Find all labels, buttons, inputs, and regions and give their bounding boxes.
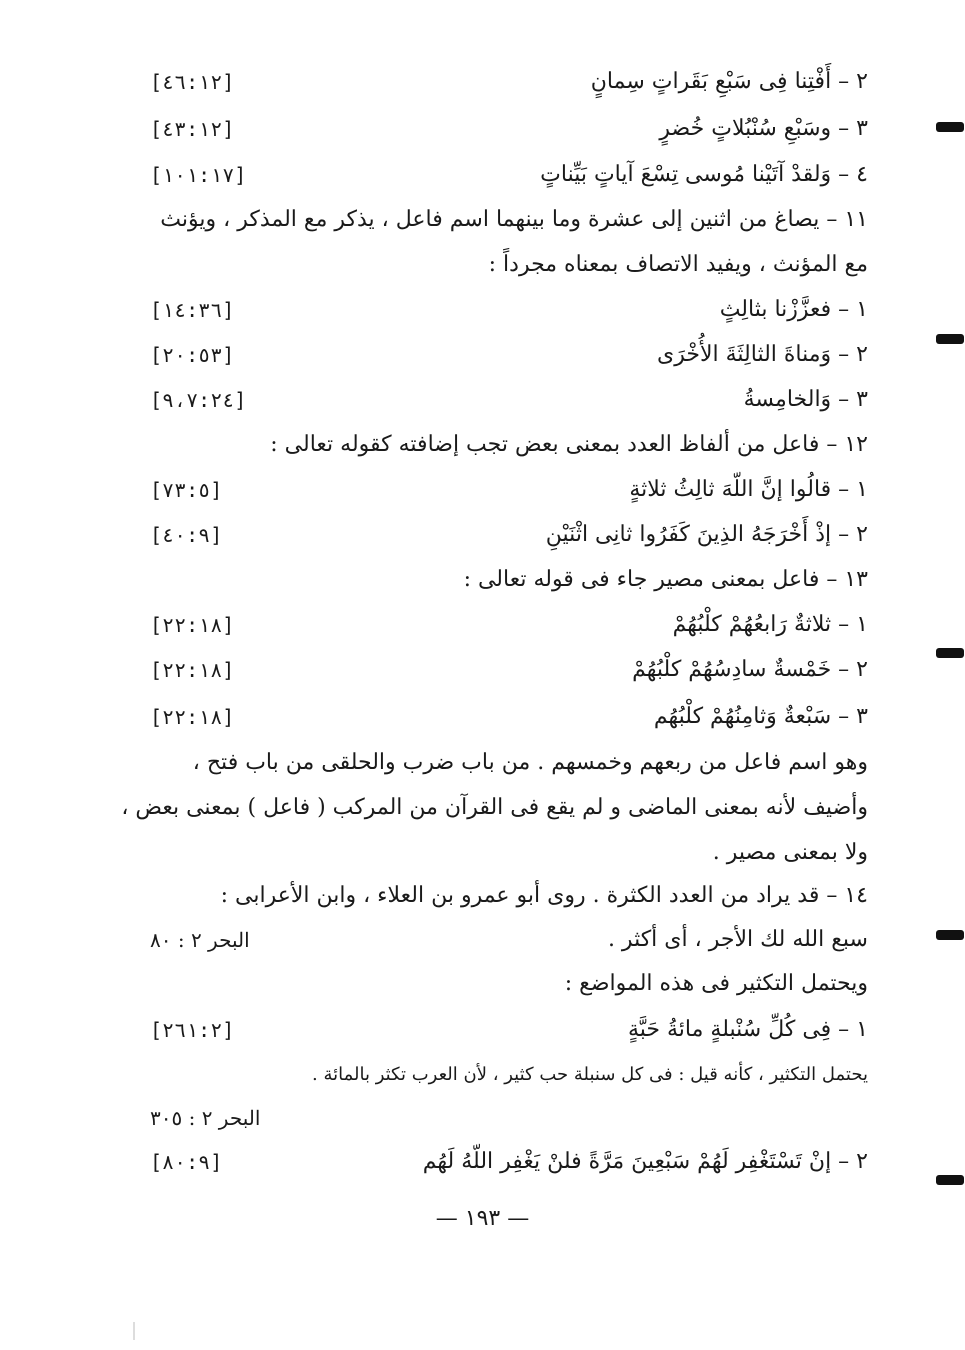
verse-line — [140, 515, 868, 555]
verse-text: ٤ – وَلقدْ آتَيْنا مُوسى تِسْعَ آياتٍ بَيِّناتٍ — [540, 162, 868, 187]
verse-reference: [٢٢:١٨] — [150, 613, 235, 637]
verse-text: ١ – ثلاثةٌ رَابعُهُمْ كلْبُهُمْ — [672, 612, 868, 637]
verse-text: ٢ – أَفْتِنا فِى سَبْعِ بَقَراتٍ سِمانٍ — [590, 69, 868, 94]
verse-reference: [٤٣:١٢] — [150, 117, 235, 141]
paragraph-text: ١١ – يصاغ من اثنين إلى عشرة وما بينهما اسم فاعل ، يذكر مع المذكر ، ويؤنث — [160, 207, 868, 232]
paragraph-line — [140, 245, 868, 285]
paragraph-text: ١٤ – قد يراد من العدد الكثرة . روى أبو عمرو بن العلاء ، وابن الأعرابى : — [220, 883, 868, 908]
paragraph-line — [140, 425, 868, 465]
verse-line — [140, 1142, 868, 1182]
verse-text: ١ – فعزَّزْنا بثالِثٍ — [719, 297, 868, 322]
paragraph-text: ويحتمل التكثير فى هذه المواضع : — [564, 971, 868, 996]
verse-text: ٢ – وَمناةَ الثالِثَةَ الأُخْرَى — [657, 342, 868, 367]
paragraph-line — [140, 743, 868, 783]
verse-reference: [٢٢:١٨] — [150, 705, 235, 729]
verse-reference: [١٠١:١٧] — [150, 163, 247, 187]
verse-line — [140, 62, 868, 102]
verse-text: ٣ – وسَبْعِ سُنْبُلاتٍ خُضرٍ — [659, 116, 868, 141]
margin-mark — [936, 122, 964, 132]
paragraph-text: ١٢ – فاعل من ألفاظ العدد بمعنى بعض تجب إضافته كقوله تعالى : — [270, 432, 868, 457]
verse-reference: [١٤:٣٦] — [150, 298, 235, 322]
paragraph-text: وهو اسم فاعل من ربعهم وخمسهم . من باب ضرب والحلقى من باب فتح ، — [192, 750, 868, 775]
paragraph-line — [140, 1055, 868, 1095]
source-note: البحر ٢ : ٨٠ — [150, 928, 250, 952]
paragraph-text: وأضيف لأنه بمعنى الماضى و لم يقع فى القرآن من المركب ( فاعل ) بمعنى بعض ، — [121, 795, 868, 820]
scan-artifact — [133, 1322, 135, 1340]
verse-reference: [٧٣:٥] — [150, 478, 223, 502]
verse-text: ١ – قالُوا إنَّ اللّهَ ثالِثُ ثلاثةٍ — [629, 477, 868, 502]
verse-text: ٢ – خَمْسةٌ سادِسُهُمْ كلْبُهُمْ — [632, 657, 868, 682]
paragraph-text: ١٣ – فاعل بمعنى مصير جاء فى قوله تعالى : — [463, 567, 868, 592]
source-note-line — [140, 1098, 868, 1138]
margin-mark — [936, 334, 964, 344]
paragraph-text: يحتمل التكثير ، كأنه قيل : فى كل سنبلة حب كثير ، لأن العرب تكثر بالمائة . — [312, 1064, 868, 1085]
quote-text: سبع الله لك الأجر ، أى أكثر . — [607, 927, 868, 952]
paragraph-line — [140, 964, 868, 1004]
verse-reference: [٨٠:٩] — [150, 1150, 223, 1174]
verse-reference: [٢٢:١٨] — [150, 658, 235, 682]
verse-reference: [٢٦١:٢] — [150, 1018, 235, 1042]
verse-line — [140, 335, 868, 375]
verse-line — [140, 697, 868, 737]
margin-mark — [936, 648, 964, 658]
paragraph-line — [140, 833, 868, 873]
verse-reference: [٩،٧:٢٤] — [150, 388, 247, 412]
verse-line — [140, 605, 868, 645]
verse-line — [140, 109, 868, 149]
verse-text: ٣ – وَالخامِسةُ — [743, 387, 868, 412]
verse-line — [140, 290, 868, 330]
verse-reference: [٢٠:٥٣] — [150, 343, 235, 367]
verse-reference: [٤٠:٩] — [150, 523, 223, 547]
source-note: البحر ٢ : ٣٠٥ — [150, 1106, 261, 1130]
quote-line — [140, 920, 868, 960]
verse-text: ٣ – سَبْعةٌ وَثامِنُهُمْ كلْبُهُم — [653, 704, 868, 729]
margin-mark — [936, 930, 964, 940]
paragraph-text: ولا بمعنى مصير . — [712, 840, 868, 865]
verse-line — [140, 155, 868, 195]
verse-line — [140, 650, 868, 690]
margin-mark — [936, 1175, 964, 1185]
verse-line — [140, 380, 868, 420]
paragraph-text: مع المؤنث ، ويفيد الاتصاف بمعناه مجرداً : — [488, 252, 868, 277]
page-number: — ١٩٣ — — [435, 1206, 530, 1231]
paragraph-line — [140, 560, 868, 600]
paragraph-line — [140, 876, 868, 916]
verse-text: ١ – فِى كُلِّ سُنْبلةٍ مائةُ حَبَّةٍ — [627, 1017, 868, 1042]
verse-reference: [٤٦:١٢] — [150, 70, 235, 94]
verse-line — [140, 470, 868, 510]
verse-line — [140, 1010, 868, 1050]
verse-text: ٢ – إذْ أَخْرَجَهُ الذِينَ كَفَرُوا ثانِى اثْنَيْنِ — [545, 522, 868, 547]
paragraph-line — [121, 788, 868, 828]
paragraph-line — [140, 200, 868, 240]
verse-text: ٢ – إنْ تَسْتَغْفِر لَهُمْ سَبْعِينَ مَرَّةً فلنْ يَغْفِر اللّهُ لَهُم — [422, 1149, 868, 1174]
